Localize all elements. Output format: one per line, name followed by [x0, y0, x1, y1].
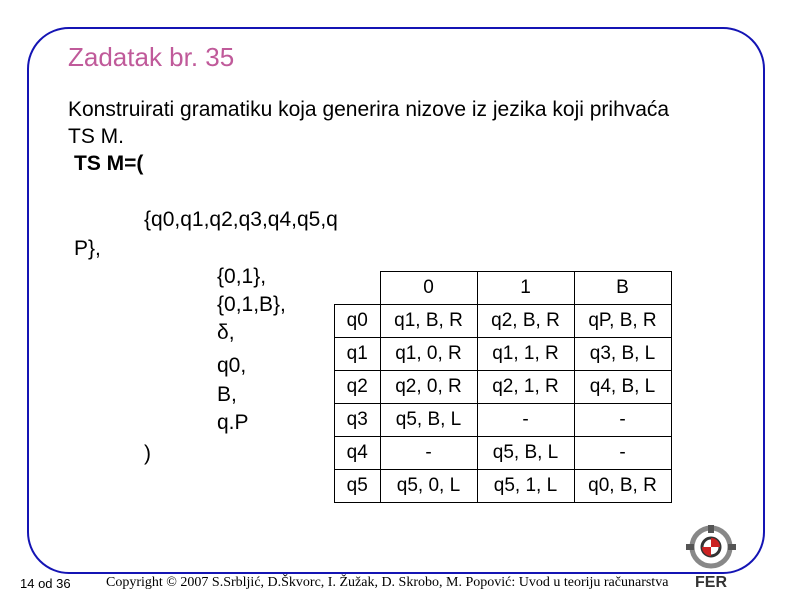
- transition-table: [334, 271, 672, 503]
- transition-cell: q0, B, R: [574, 470, 671, 503]
- transition-cell: -: [477, 404, 574, 437]
- task-description: Konstruirati gramatiku koja generira nizove iz jezika koji prihvaća TS M.: [68, 98, 670, 148]
- slide-title: Zadatak br. 35: [68, 42, 235, 72]
- table-corner: [335, 272, 381, 305]
- table-header: B: [574, 272, 671, 305]
- transition-cell: q5, B, L: [380, 404, 477, 437]
- transition-cell: q1, 1, R: [477, 338, 574, 371]
- transition-cell: q4, B, L: [574, 371, 671, 404]
- table-header: 0: [380, 272, 477, 305]
- copyright-notice: Copyright © 2007 S.Srbljić, D.Škvorc, I. Žužak, D. Skrobo, M. Popović: Uvod u teoriju računarstva: [106, 575, 669, 590]
- logo-text: FER: [695, 574, 727, 591]
- table-row: [335, 470, 672, 503]
- transition-cell: -: [574, 404, 671, 437]
- state-cell: q2: [335, 371, 381, 404]
- state-set: {q0,q1,q2,q3,q4,q5,q: [144, 208, 338, 231]
- state-cell: q3: [335, 404, 381, 437]
- tm-definition-open: TS M=(: [74, 152, 144, 175]
- table-row: [335, 338, 672, 371]
- input-alphabet: {0,1},: [217, 265, 267, 288]
- transition-cell: q5, 1, L: [477, 470, 574, 503]
- transition-cell: q2, 0, R: [380, 371, 477, 404]
- transition-cell: q2, B, R: [477, 305, 574, 338]
- page-number: 14 od 36: [20, 576, 71, 591]
- state-cell: q4: [335, 437, 381, 470]
- start-state: q0,: [217, 354, 247, 377]
- table-row: [335, 371, 672, 404]
- accept-state: q.P: [217, 411, 249, 434]
- transition-cell: qP, B, R: [574, 305, 671, 338]
- transition-cell: q5, B, L: [477, 437, 574, 470]
- transition-cell: q3, B, L: [574, 338, 671, 371]
- tm-definition-close: ): [144, 442, 151, 465]
- transition-cell: -: [380, 437, 477, 470]
- state-cell: q1: [335, 338, 381, 371]
- transition-function: δ,: [217, 321, 235, 344]
- tape-alphabet: {0,1,B},: [217, 293, 286, 316]
- table-row: [335, 404, 672, 437]
- fer-logo-icon: [686, 525, 736, 591]
- state-set-tail: P},: [74, 237, 101, 260]
- table-row: [335, 437, 672, 470]
- table-header-row: [335, 272, 672, 305]
- transition-cell: q5, 0, L: [380, 470, 477, 503]
- transition-cell: q2, 1, R: [477, 371, 574, 404]
- state-cell: q0: [335, 305, 381, 338]
- transition-cell: q1, 0, R: [380, 338, 477, 371]
- transition-cell: q1, B, R: [380, 305, 477, 338]
- table-header: 1: [477, 272, 574, 305]
- state-cell: q5: [335, 470, 381, 503]
- table-row: [335, 305, 672, 338]
- blank-symbol: B,: [217, 383, 237, 406]
- transition-cell: -: [574, 437, 671, 470]
